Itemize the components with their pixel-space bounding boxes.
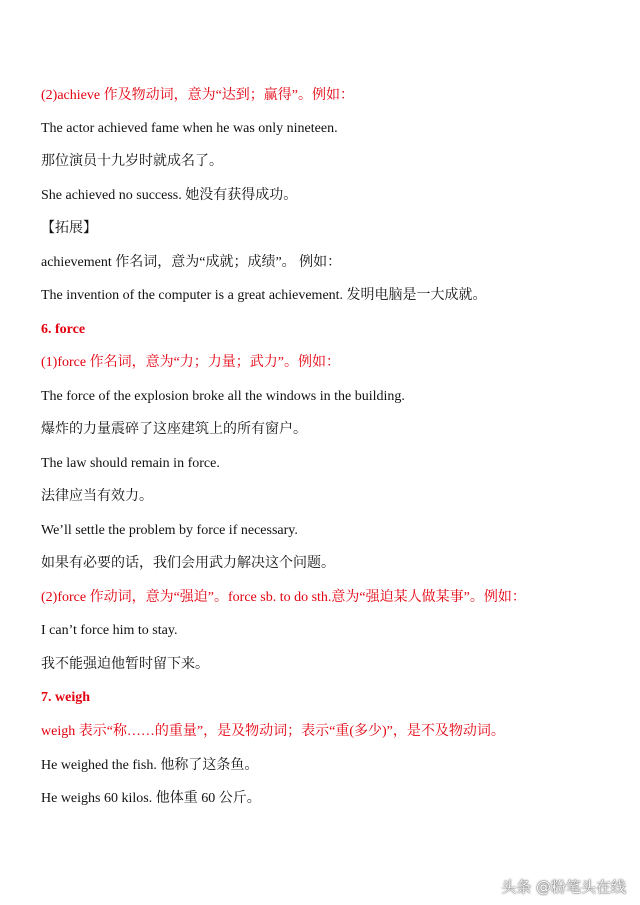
example-sentence-zh: 我不能强迫他暂时留下来。 bbox=[41, 657, 209, 672]
section-heading-weigh-usage: weigh 表示“称……的重量”，是及物动词；表示“重(多少)”，是不及物动词。 bbox=[41, 724, 505, 739]
source-watermark: 头条 @粉笔头在线 bbox=[501, 878, 626, 896]
example-sentence-zh: 法律应当有效力。 bbox=[41, 489, 153, 504]
example-sentence-en: She achieved no success. 她没有获得成功。 bbox=[41, 188, 298, 203]
example-sentence-en: The invention of the computer is a great achievement. 发明电脑是一大成就。 bbox=[41, 288, 487, 303]
section-heading-achieve-verb: (2)achieve 作及物动词，意为“达到；赢得”。例如： bbox=[41, 88, 354, 103]
example-sentence-zh: 那位演员十九岁时就成名了。 bbox=[41, 154, 223, 169]
section-heading-force-noun: (1)force 作名词，意为“力；力量；武力”。例如： bbox=[41, 355, 341, 370]
example-sentence-zh: 如果有必要的话，我们会用武力解决这个问题。 bbox=[41, 556, 335, 571]
example-sentence-en: He weighed the fish. 他称了这条鱼。 bbox=[41, 758, 259, 773]
expansion-label: 【拓展】 bbox=[41, 221, 97, 236]
example-sentence-en: The actor achieved fame when he was only nineteen. bbox=[41, 121, 338, 136]
example-sentence-en: We’ll settle the problem by force if necessary. bbox=[41, 523, 298, 538]
example-sentence-en: The force of the explosion broke all the windows in the building. bbox=[41, 389, 405, 404]
achievement-noun-note: achievement 作名词，意为“成就；成绩”。 例如： bbox=[41, 255, 342, 270]
section-heading-force-verb: (2)force 作动词，意为“强迫”。force sb. to do sth.意为“强迫某人做某事”。例如： bbox=[41, 590, 526, 605]
example-sentence-zh: 爆炸的力量震碎了这座建筑上的所有窗户。 bbox=[41, 422, 307, 437]
word-heading-force: 6. force bbox=[41, 322, 86, 337]
word-heading-weigh: 7. weigh bbox=[41, 690, 90, 705]
example-sentence-en: The law should remain in force. bbox=[41, 456, 220, 471]
example-sentence-en: I can’t force him to stay. bbox=[41, 623, 178, 638]
example-sentence-en: He weighs 60 kilos. 他体重 60 公斤。 bbox=[41, 791, 261, 806]
